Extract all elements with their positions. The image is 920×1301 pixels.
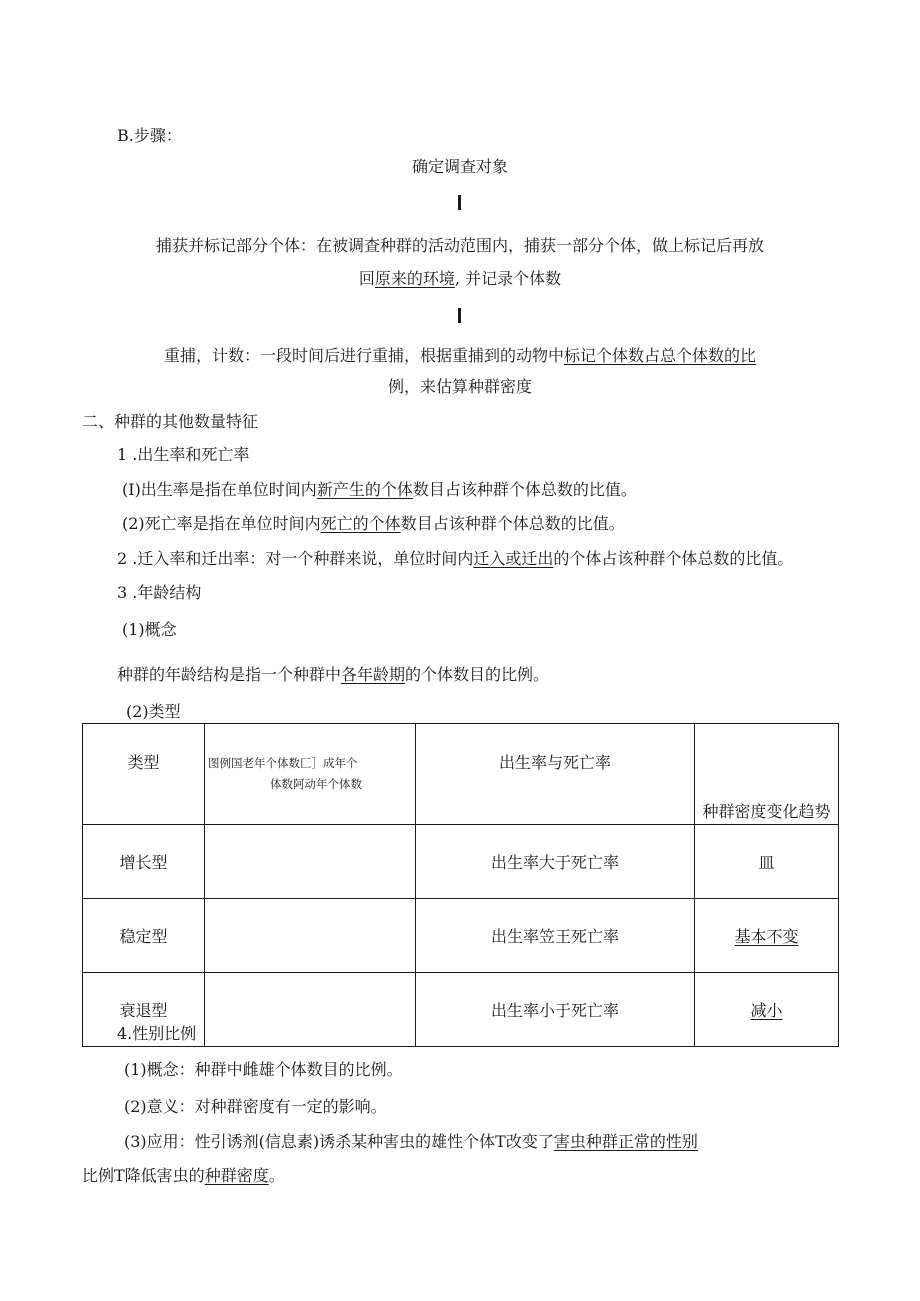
header-rate: 出生率与死亡率 (416, 724, 695, 825)
item-4-title: 4.性别比例 (117, 1024, 197, 1043)
death-rate-definition (122, 514, 625, 534)
header-type: 类型 (83, 724, 205, 825)
concept-suffix: 的个体数目的比例。 (405, 665, 550, 684)
table-row (83, 899, 839, 973)
migration-prefix: 2 .迁入率和迁出率：对一个种群来说，单位时间内 (117, 549, 474, 568)
row-trend-declining (695, 973, 839, 1047)
row-type-growing: 增长型 (83, 825, 205, 899)
sex-ratio-significance: (2)意义：对种群密度有一定的影响。 (124, 1097, 387, 1116)
trend-stable-underline: 基本不变 (734, 927, 799, 946)
row-rate-stable: 出生率笠王死亡率 (416, 899, 695, 973)
original-environment-underline: 原来的环境 (374, 269, 455, 288)
capture-line2-prefix: 回 (358, 269, 375, 288)
legend-line1: 图例国老年个体数匚］成年个 (208, 756, 358, 770)
row-rate-declining: 出生率小于死亡率 (416, 973, 695, 1047)
age-structure-concept-text (117, 665, 549, 685)
flow-step-recapture-line2: 例，来估算种群密度 (387, 377, 532, 396)
table-header-row (83, 724, 839, 825)
legend-line2: 体数阿动年个体数 (270, 777, 362, 791)
flow-step-capture-line2 (0, 269, 920, 289)
flow-arrow-1 (458, 195, 461, 210)
flow-arrow-2 (458, 308, 461, 323)
age-periods-underline: 各年龄期 (341, 665, 406, 684)
birth-rate-suffix: 数目占该种群个体总数的比值。 (412, 480, 637, 499)
application-line2-prefix: 比例T降低害虫的 (82, 1166, 205, 1185)
marked-ratio-underline: 标记个体数占总个体数的比 (564, 346, 757, 365)
concept-prefix: 种群的年龄结构是指一个种群中 (117, 665, 342, 684)
trend-declining-underline: 减小 (750, 1001, 783, 1020)
flow-step-capture-line1: 捕获并标记部分个体：在被调查种群的活动范围内，捕获一部分个体，做上标记后再放 (155, 236, 764, 255)
item-2-migration (117, 549, 793, 569)
row-type-declining: 衰退型 (83, 973, 205, 1047)
steps-heading: B.步骤： (117, 126, 182, 145)
migration-suffix: 的个体占该种群个体总数的比值。 (553, 549, 794, 568)
header-trend: 种群密度变化趋势 (695, 724, 839, 825)
row-legend-declining (205, 973, 416, 1047)
section-2-title: 二、种群的其他数量特征 (82, 412, 259, 431)
row-trend-growing: 皿 (695, 825, 839, 899)
age-structure-table (82, 723, 839, 1047)
row-trend-stable (695, 899, 839, 973)
sex-ratio-application-line2 (82, 1166, 285, 1186)
dead-individuals-underline: 死亡的个体 (320, 514, 401, 533)
normal-sex-ratio-underline: 害虫种群正常的性别 (553, 1132, 698, 1151)
table-row (83, 825, 839, 899)
row-type-stable: 稳定型 (83, 899, 205, 973)
row-legend-stable (205, 899, 416, 973)
death-rate-suffix: 数目占该种群个体总数的比值。 (400, 514, 625, 533)
death-rate-prefix: (2)死亡率是指在单位时间内 (122, 514, 321, 533)
new-individuals-underline: 新产生的个体 (316, 480, 413, 499)
header-legend (205, 724, 416, 825)
population-density-underline: 种群密度 (204, 1166, 269, 1185)
row-legend-growing (205, 825, 416, 899)
age-structure-types-label: (2)类型 (126, 702, 181, 721)
item-1-title: 1 .出生率和死亡率 (117, 445, 250, 464)
application-prefix: (3)应用：性引诱剂(信息素)诱杀某种害虫的雄性个体T改变了 (124, 1132, 554, 1151)
sex-ratio-application-line1 (124, 1132, 698, 1152)
birth-rate-definition (122, 480, 637, 500)
sex-ratio-concept: (1)概念：种群中雌雄个体数目的比例。 (124, 1060, 403, 1079)
in-out-migration-underline: 迁入或迁出 (473, 549, 554, 568)
item-3-title: 3 .年龄结构 (117, 583, 202, 602)
birth-rate-prefix: (I)出生率是指在单位时间内 (122, 480, 317, 499)
flow-step-recapture-line1 (0, 346, 920, 366)
flow-step-determine-target: 确定调查对象 (411, 157, 508, 176)
age-structure-concept-label: (1)概念 (122, 620, 177, 639)
row-rate-growing: 出生率大于死亡率 (416, 825, 695, 899)
application-line2-suffix: 。 (268, 1166, 285, 1185)
recapture-line1-prefix: 重捕，计数：一段时间后进行重捕，根据重捕到的动物中 (163, 346, 564, 365)
capture-line2-suffix: , 并记录个体数 (454, 269, 562, 288)
